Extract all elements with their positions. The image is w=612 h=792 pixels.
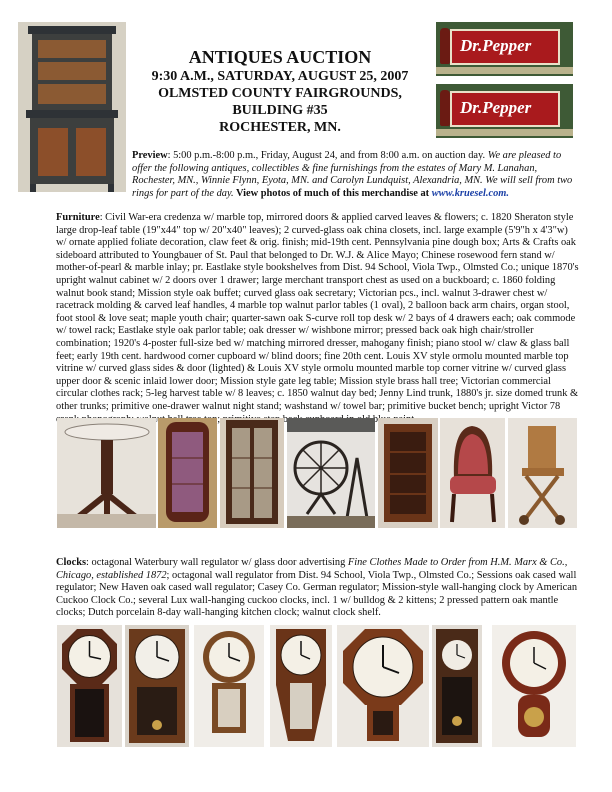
school-regulator-clock-photo bbox=[125, 625, 189, 747]
new-haven-clock-photo bbox=[270, 625, 332, 747]
sign-brand-text: Dr.Pepper bbox=[460, 36, 532, 55]
dr-pepper-sign-2 bbox=[436, 84, 573, 138]
bottle-icon bbox=[440, 90, 450, 126]
preview-paragraph: Preview: 5:00 p.m.-8:00 p.m., Friday, August 24, and from 8:00 a.m. on auction day. We are pleased to offer the following antiques, collectibles & fine furnishings from the estates of Mary M. Lanahan, Rochester, MN., Winnie Flynn, Eyota, MN. and Carolyn Lundquist, Alexandria, MN. We will sell from two rings for part of the day. View photos of much of this merchandise at www.kruesel.com. bbox=[132, 150, 573, 199]
preview-label: Preview bbox=[132, 150, 168, 161]
sign-brand-text: Dr.Pepper bbox=[460, 98, 532, 117]
bottle-icon bbox=[440, 28, 450, 64]
kitchen-clock-photo bbox=[492, 625, 576, 747]
building-line: BUILDING #35 bbox=[232, 103, 328, 118]
oak-regulator-clock-photo bbox=[194, 625, 264, 747]
casey-regulator-clock-photo bbox=[337, 625, 429, 747]
dr-pepper-sign-1 bbox=[436, 22, 573, 76]
website-link[interactable]: www.kruesel.com. bbox=[431, 187, 509, 199]
cupboard-photo bbox=[18, 22, 126, 192]
clocks-label: Clocks bbox=[56, 557, 87, 568]
high-chair-photo bbox=[508, 418, 577, 528]
furniture-paragraph: Furniture: Civil War-era credenza w/ marble top, mirrored doors & applied carved leaves & flowers; c. 1820 Sheraton style large drop-leaf table (19"x44" top w/ 20"x40" leaves); 2 curved-glass oak china closets, incl. large example (5'9"h x 4'3"w) w/ ornate applied foliate decoration, claw feet & orig. finish; mid-19th cent. Pennsylvania pine dough box; Arts & Crafts oak sideboard attributed to Youngbauer of St. Paul that belonged to Dr. W.J. & Alice Mayo; Chinese rosewood fern stand w/ mother-of-pearl & marble inlay; pr. Eastlake style bookshelves from Dist. 94 School, Viola Twp., Olmsted Co.; unique 1870's upright walnut cabinet w/ 2 doors over 1 drawer; large merchant transport chest as used on a buckboard; c. 1860 folding walnut book stand; Mission style oak buffet; curved glass oak secretary; Victorian pcs., incl. walnut 3-drawer chest w/ racetrack molding & carved leaf handles, 4 marble top walnut parlor tables (1 oval), 2 balloon back arm chairs, organ stool, foot stool & love seat; maple youth chair; quarter-sawn oak S-curve roll top desk w/ 2 bays of 4 drawers each; oak commode w/ towel rack; Eastlake style oak parlor table; oak dresser w/ wishbone mirror; pressed back oak high chair/stroller combination; 1920's 4-poster full-size bed w/ matching mirrored dresser, mahogany finish; piano stool w/ claw & glass ball feet; early 19th cent. hardwood corner cupboard w/ blind doors; fine 20th cent. Louis XV style ormolu mounted marble top vitrine w/ curved glass sides & door (lighted) & Louis XV style ormolu mounted marble top corner vitrine w/ curved glass upper door & scenic inlaid lower door; Mission style gate leg table; Mission style brass hall tree; Victorian commercial circular clothes rack; 5-leg harvest table w/ 8 leaves; c. 1850 walnut day bed; Jenny Lind trunk, 1880's jr. size domed trunk & other trunks; primitive one-drawer walnut night stand; washstand w/ towel bar; primitive bucket bench; upright Victor 78 bbox=[56, 212, 579, 412]
marble-table-photo bbox=[57, 418, 156, 528]
venue-line: OLMSTED COUNTY FAIRGROUNDS, bbox=[158, 86, 402, 101]
spinning-wheel-photo bbox=[287, 418, 375, 528]
furniture-label: Furniture bbox=[56, 212, 100, 223]
curio-cabinet-photo bbox=[158, 418, 217, 528]
page-title: ANTIQUES AUCTION bbox=[188, 47, 372, 67]
china-closet-photo bbox=[220, 418, 284, 528]
advertising-regulator-clock-photo bbox=[57, 625, 122, 747]
mission-clock-photo bbox=[432, 625, 482, 747]
auction-header bbox=[130, 46, 430, 136]
city-line: ROCHESTER, MN. bbox=[219, 120, 341, 135]
bookcase-photo bbox=[378, 418, 438, 528]
parlor-chair-photo bbox=[440, 418, 505, 528]
clocks-paragraph: Clocks: octagonal Waterbury wall regulator w/ glass door advertising Fine Clothes Made to Order from H.M. Marx & Co., Chicago, established 1872; octagonal wall regulator from Dist. 94 School, Viola Twp., Olmsted Co.; Sessions oak cased wall regulator; New Haven oak cased wall regulator; Casey Co. German regulator; Mission-style wall-hanging clock by American Cuckoo Clock Co.; several Lux wall-hanging cuckoo clocks, incl. 1 w/ bulldog & 2 kittens; 2 pressed pattern oak mantle clocks; Dutch porcelain 8-day wall-hanging kitchen clock; walnut clock shelf. bbox=[56, 557, 578, 619]
date-line: 9:30 A.M., SATURDAY, AUGUST 25, 2007 bbox=[151, 69, 409, 84]
